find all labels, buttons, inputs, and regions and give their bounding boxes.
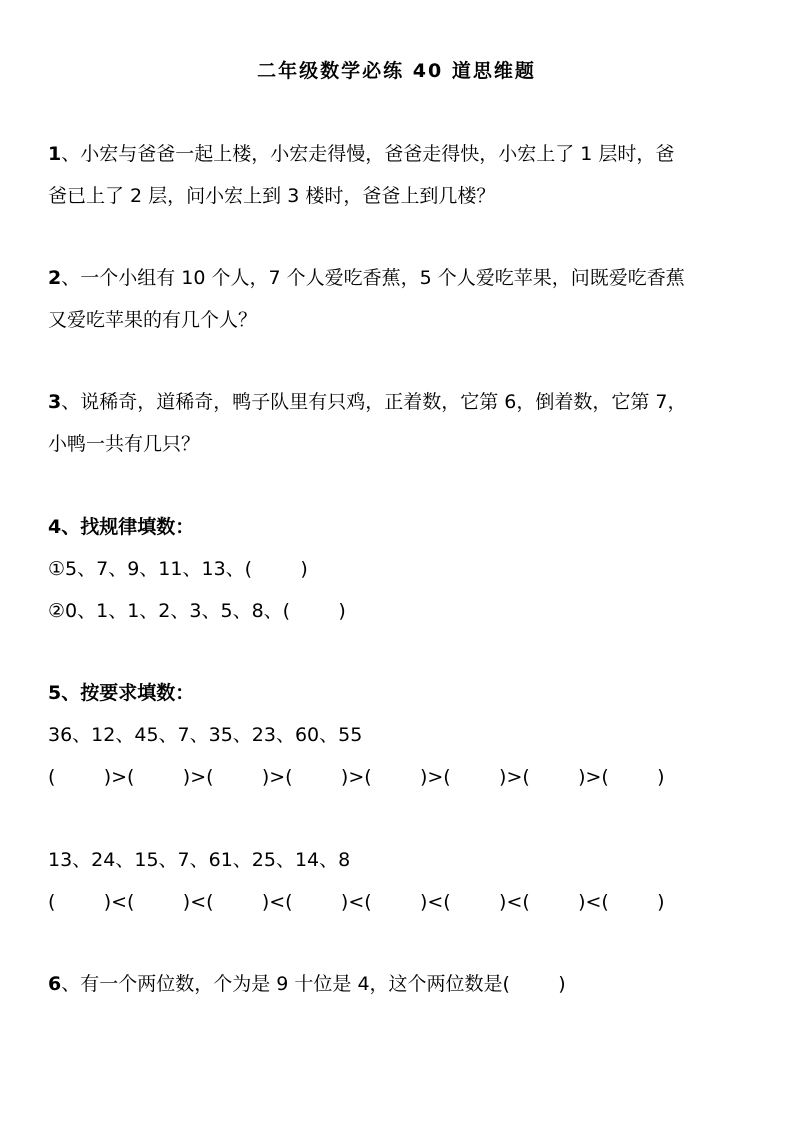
question-2-number: 2 <box>48 267 62 289</box>
question-4-item-1: ①5、7、9、11、13、( ) <box>48 558 308 580</box>
question-4-item-2: ②0、1、1、2、3、5、8、( ) <box>48 600 346 622</box>
question-5-heading: 5、按要求填数： <box>48 682 195 704</box>
question-6-number: 6 <box>48 973 62 995</box>
question-3-number: 3 <box>48 391 62 413</box>
question-1-line-1 <box>48 142 674 166</box>
question-4-heading: 4、找规律填数： <box>48 516 195 538</box>
question-2-line-1 <box>48 266 685 290</box>
question-1-text-1: 、小宏与爸爸一起上楼，小宏走得慢，爸爸走得快，小宏上了 1 层时，爸 <box>61 143 675 165</box>
question-3-text-1: 、说稀奇，道稀奇，鸭子队里有只鸡，正着数，它第 6，倒着数，它第 7， <box>61 391 687 413</box>
question-3-line-1 <box>48 390 687 414</box>
question-6-text: 、有一个两位数，个为是 9 十位是 4，这个两位数是( ) <box>61 973 566 995</box>
question-5-set-2-blanks: ( )<( )<( )<( )<( )<( )<( )<( ) <box>48 891 665 913</box>
question-3-line-2: 小鸭一共有几只？ <box>48 433 201 455</box>
question-1-number: 1 <box>48 143 62 165</box>
question-2-text-1: 、一个小组有 10 个人，7 个人爱吃香蕉，5 个人爱吃苹果，问既爱吃香蕉 <box>61 267 685 289</box>
question-2-line-2: 又爱吃苹果的有几个人？ <box>48 309 258 331</box>
page-title: 二年级数学必练 40 道思维题 <box>257 60 536 82</box>
question-5-set-1-blanks: ( )>( )>( )>( )>( )>( )>( )>( ) <box>48 766 665 788</box>
question-5-set-1-numbers: 36、12、45、7、35、23、60、55 <box>48 724 363 746</box>
question-6-line <box>48 972 566 996</box>
question-1-line-2: 爸已上了 2 层，问小宏上到 3 楼时，爸爸上到几楼？ <box>48 185 496 207</box>
question-5-set-2-numbers: 13、24、15、7、61、25、14、8 <box>48 849 351 871</box>
